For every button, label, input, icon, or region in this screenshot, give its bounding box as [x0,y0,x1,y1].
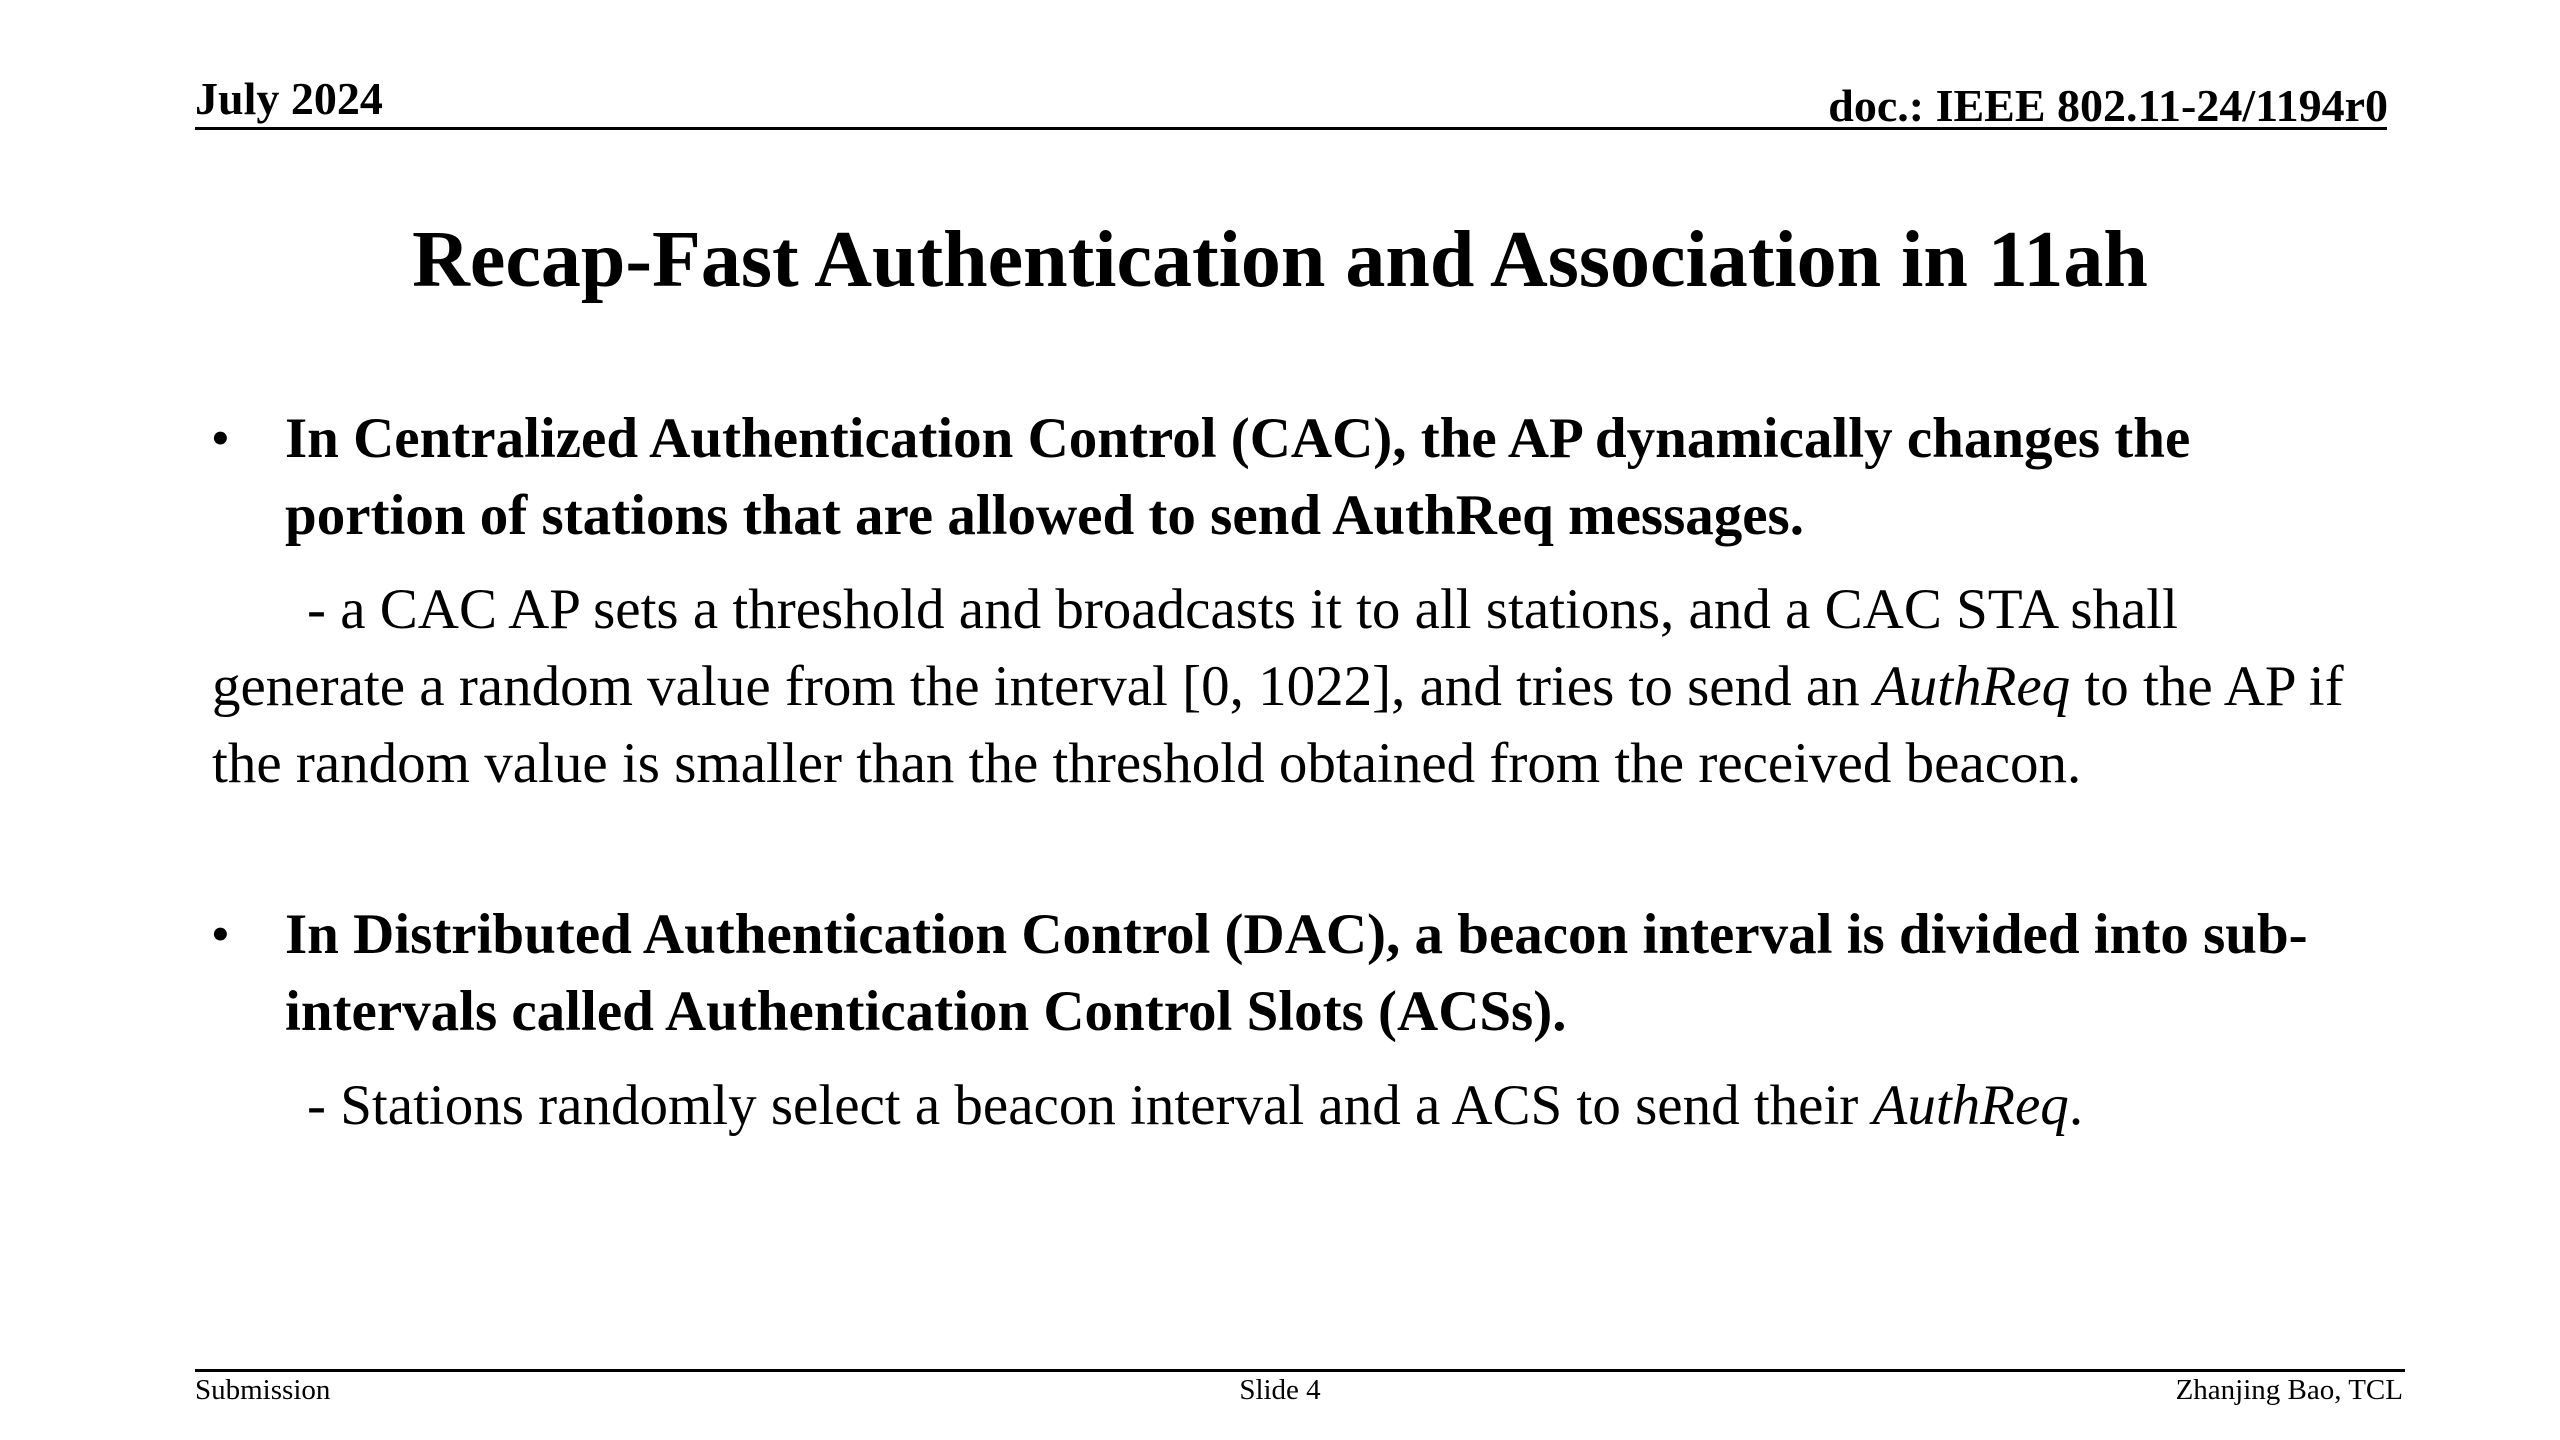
detail-cac-part1: - a CAC AP sets a threshold and broadcasts it to all stations, and a CAC STA shall generate a random value from the interval [0, 1022], and tries to send an [212,578,2178,718]
footer-slide-number: Slide 4 [1239,1374,1321,1406]
footer-submission: Submission [195,1374,331,1406]
header-divider [195,127,2387,130]
header-date: July 2024 [195,73,383,124]
detail-text-dac [307,1067,2407,1144]
slide-title: Recap-Fast Authentication and Association in 11ah [412,216,2148,304]
detail-text-cac [212,571,2382,802]
header-doc-number: doc.: IEEE 802.11-24/1194r0 [1828,80,2388,131]
detail-cac-italic: AuthReq [1873,655,2071,718]
detail-cac-part2: to the AP if the random value is smaller than the threshold obtained from the received beacon. [212,655,2344,795]
bullet-text-cac: In Centralized Authentication Control (CAC), the AP dynamically changes the portion of stations that are allowed to send AuthReq messages. [285,407,2191,547]
bullet-marker-2: • [212,908,229,961]
detail-dac-part2: . [2068,1074,2084,1137]
detail-dac-italic: AuthReq [1872,1074,2069,1137]
bullet-text-dac: In Distributed Authentication Control (DAC), a beacon interval is divided into sub-intervals called Authentication Control Slots (ACSs). [285,903,2308,1043]
detail-dac-part1: - Stations randomly select a beacon interval and a ACS to send their [307,1074,1873,1137]
footer-author: Zhanjing Bao, TCL [2175,1374,2403,1406]
bullet-marker-1: • [212,412,229,465]
